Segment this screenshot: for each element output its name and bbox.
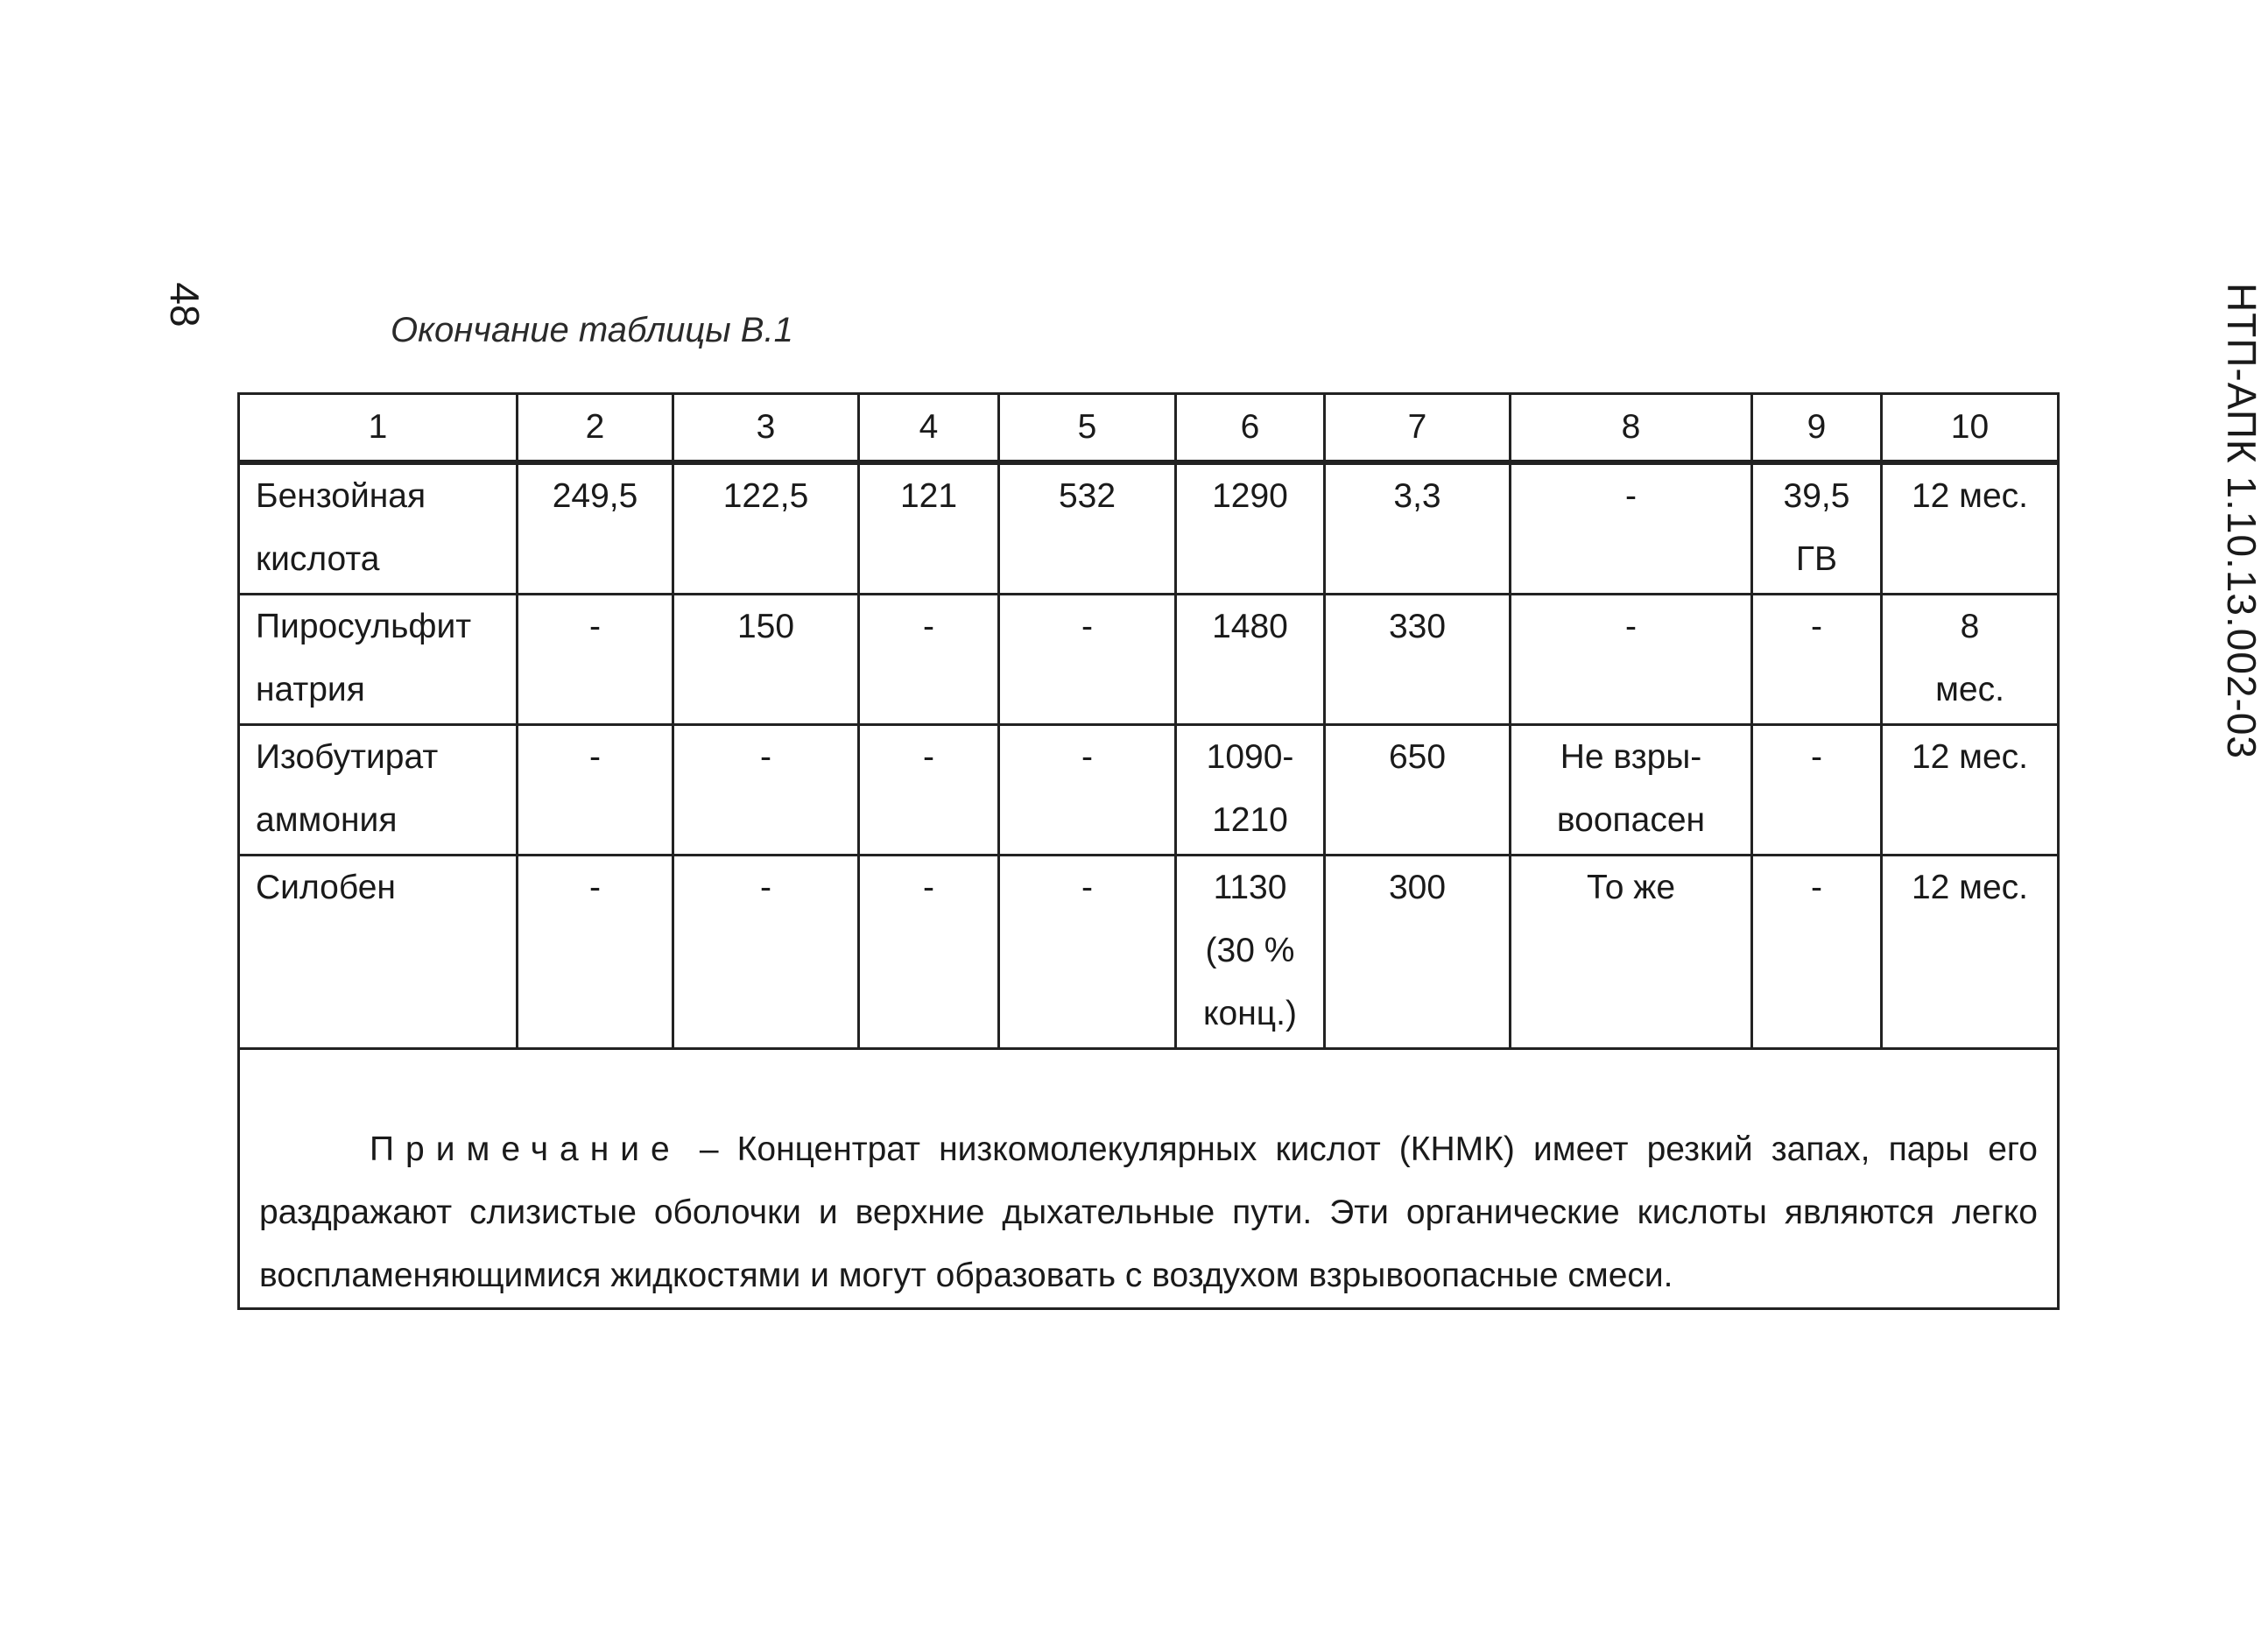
note-label: Примечание [370, 1130, 681, 1168]
header-row [239, 394, 2059, 463]
cell-line: Не взры- [1560, 738, 1702, 776]
table-row [239, 462, 2059, 595]
table-cell [1882, 725, 2059, 856]
cell-line: воопасен [1556, 801, 1706, 839]
column-header: 10 [1882, 394, 2059, 463]
column-header: 3 [673, 394, 859, 463]
note-dash: – [680, 1130, 737, 1168]
cell-line: 1130 [1213, 869, 1287, 906]
table-cell: 3,3 [1325, 462, 1511, 595]
table-cell [1176, 856, 1325, 1049]
column-header: 5 [999, 394, 1176, 463]
table-cell: 650 [1325, 725, 1511, 856]
table-cell [1752, 462, 1882, 595]
substance-name-cell [239, 725, 518, 856]
table-cell: - [859, 725, 999, 856]
table-cell: 121 [859, 462, 999, 595]
table-cell [1882, 595, 2059, 725]
table-cell: 532 [999, 462, 1176, 595]
cell-line: 1480 [1212, 608, 1288, 645]
cell-line: (30 % [1205, 932, 1295, 969]
substance-name-line: Пиросульфит [256, 608, 472, 645]
table-cell: - [859, 595, 999, 725]
table-row [239, 725, 2059, 856]
cell-line: 1090- [1206, 738, 1294, 776]
cell-line: - [1811, 869, 1822, 906]
note-paragraph [259, 1118, 2038, 1307]
column-header: 7 [1325, 394, 1511, 463]
cell-line: 12 мес. [1911, 869, 2029, 906]
substance-name-line: Изобутират [256, 738, 439, 776]
table-cell: - [673, 856, 859, 1049]
table-cell [1176, 462, 1325, 595]
table-cell [1752, 725, 1882, 856]
column-header: 9 [1752, 394, 1882, 463]
table-cell: 330 [1325, 595, 1511, 725]
table-cell [1511, 725, 1752, 856]
table-row [239, 856, 2059, 1049]
document-code: НТП-АПК 1.10.13.002-03 [2219, 283, 2264, 759]
table-cell [1511, 856, 1752, 1049]
table-row [239, 595, 2059, 725]
substance-name-line: натрия [256, 671, 365, 708]
table-cell: - [999, 856, 1176, 1049]
cell-line: ГВ [1795, 540, 1838, 578]
note-row [239, 1049, 2059, 1309]
cell-line: 12 мес. [1911, 477, 2029, 515]
table-cell: 150 [673, 595, 859, 725]
cell-line: - [1625, 608, 1637, 645]
table-cell [1752, 856, 1882, 1049]
cell-line: 8 [1960, 608, 1980, 645]
table-caption: Окончание таблицы В.1 [391, 311, 793, 349]
cell-line: конц.) [1203, 995, 1297, 1032]
table-cell [1511, 595, 1752, 725]
table-cell: - [999, 595, 1176, 725]
table-cell [1752, 595, 1882, 725]
column-header: 1 [239, 394, 518, 463]
column-header: 4 [859, 394, 999, 463]
table-cell [1882, 462, 2059, 595]
page-number: 48 [162, 282, 208, 327]
substance-name-line: кислота [256, 540, 380, 578]
cell-line: 1290 [1212, 477, 1288, 515]
table-cell [1882, 856, 2059, 1049]
substance-name-cell [239, 856, 518, 1049]
table-cell: - [518, 725, 673, 856]
cell-line: 39,5 [1783, 477, 1850, 515]
cell-line: - [1811, 608, 1822, 645]
note-cell [239, 1049, 2059, 1309]
cell-line: 1210 [1212, 801, 1288, 839]
table-cell [1176, 595, 1325, 725]
table-cell: 249,5 [518, 462, 673, 595]
cell-line: - [1625, 477, 1637, 515]
table-cell: 122,5 [673, 462, 859, 595]
substance-name-cell [239, 595, 518, 725]
note-text: Концентрат низкомолекулярных кислот (КНМК) имеет резкий запах, пары его раздражают слизистые оболочки и верхние дыхательные пути. Эти органические кислоты являются легко воспламеняющимися жидкостями и могут образовать с воздухом взрывоопасные смеси. [259, 1130, 2038, 1294]
column-header: 2 [518, 394, 673, 463]
table-cell: 300 [1325, 856, 1511, 1049]
table-cell: - [859, 856, 999, 1049]
column-header: 8 [1511, 394, 1752, 463]
table-cell [1176, 725, 1325, 856]
cell-line: 12 мес. [1911, 738, 2029, 776]
table-cell [1511, 462, 1752, 595]
cell-line: мес. [1935, 671, 2004, 708]
substance-name-line: Силобен [256, 869, 396, 906]
table-cell: - [999, 725, 1176, 856]
cell-line: То же [1586, 869, 1676, 906]
substance-name-line: Бензойная [256, 477, 426, 515]
table-cell: - [518, 856, 673, 1049]
table-cell: - [518, 595, 673, 725]
data-table [237, 392, 2060, 1310]
cell-line: - [1811, 738, 1822, 776]
substance-name-line: аммония [256, 801, 398, 839]
substance-name-cell [239, 462, 518, 595]
table-cell: - [673, 725, 859, 856]
column-header: 6 [1176, 394, 1325, 463]
